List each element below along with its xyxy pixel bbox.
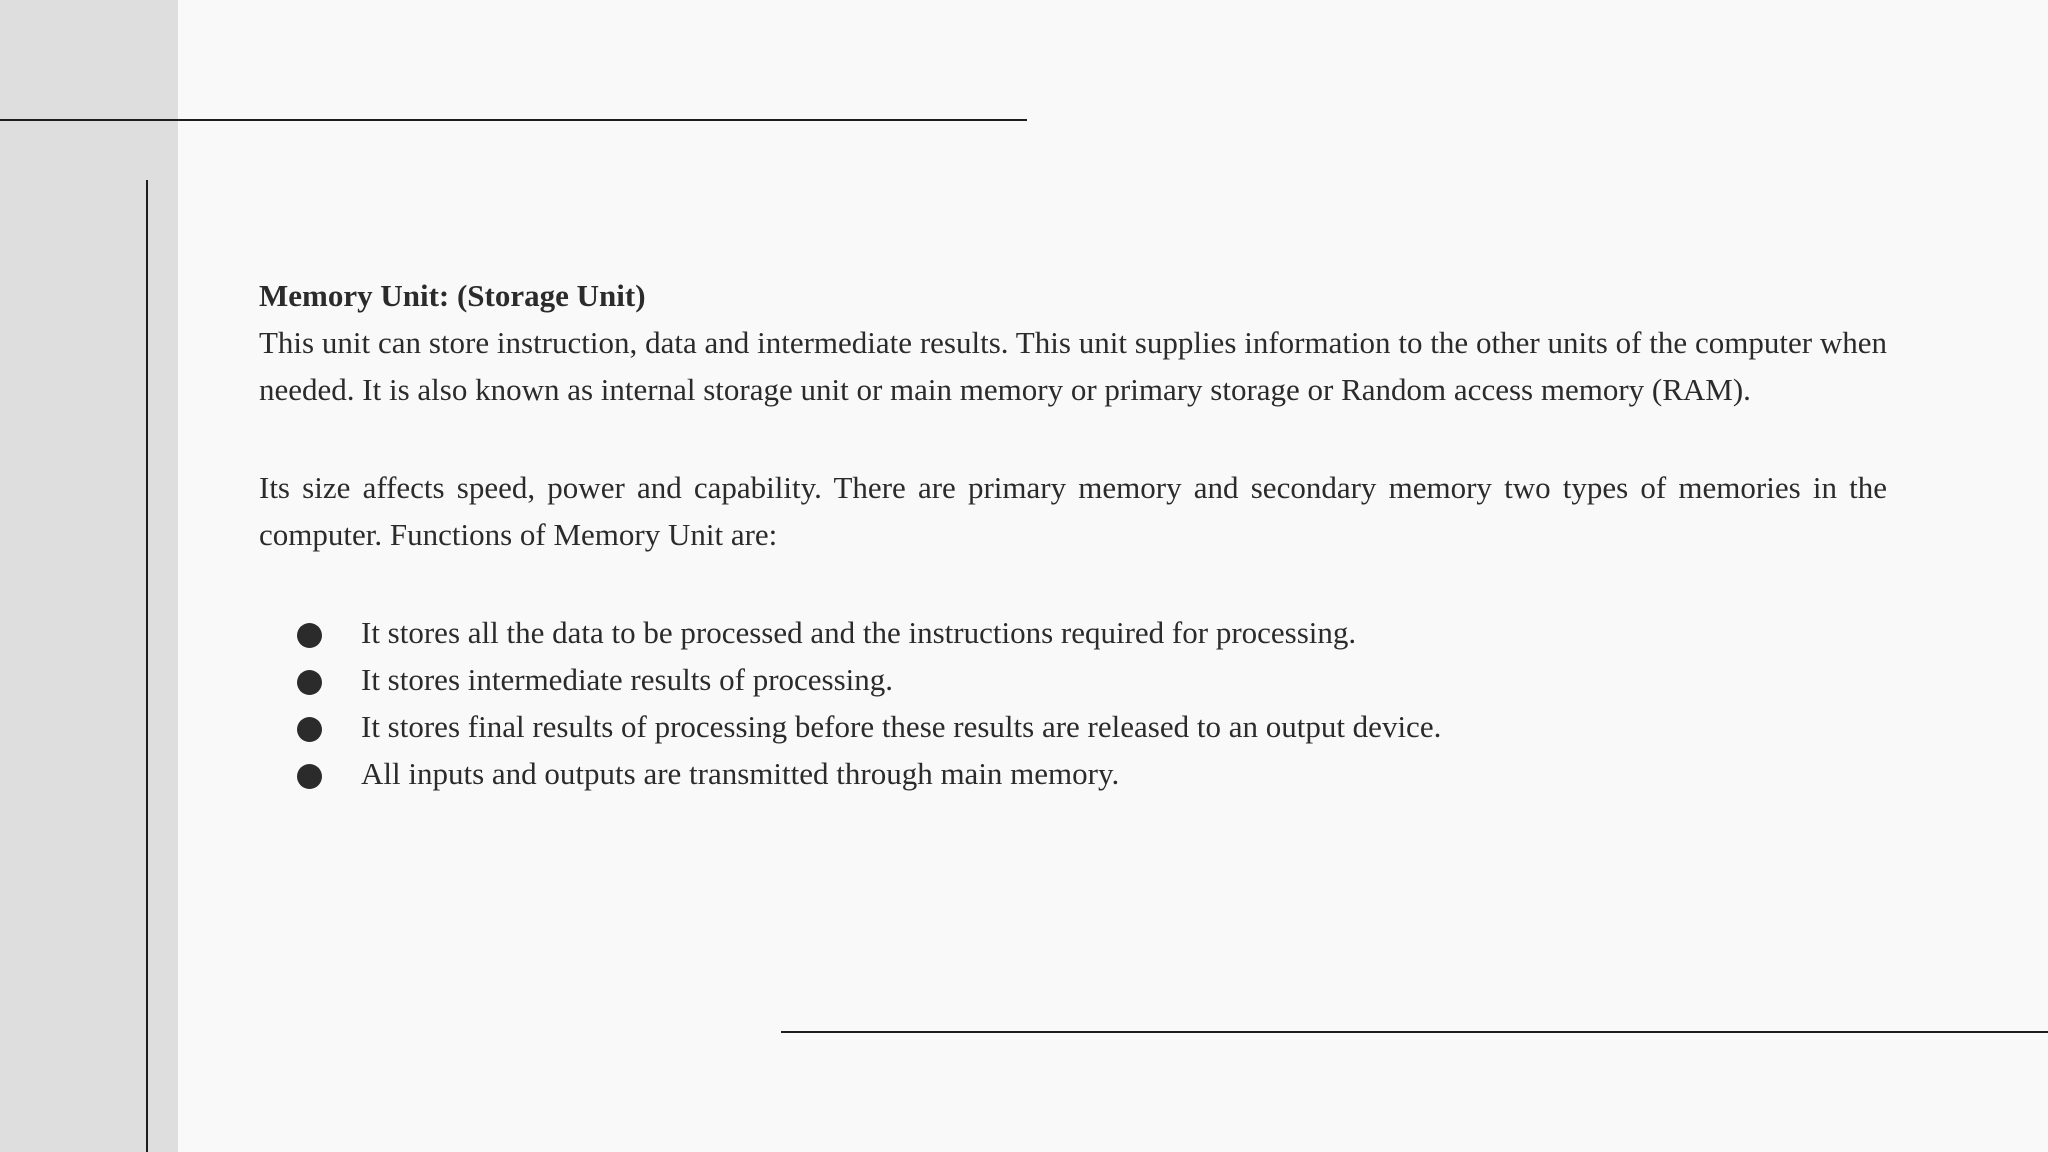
bullet-dot-icon: [297, 764, 322, 789]
functions-list: [259, 609, 1887, 797]
list-item-text: It stores intermediate results of processing.: [361, 662, 894, 697]
left-vertical-line: [146, 180, 148, 1152]
size-paragraph: Its size affects speed, power and capability. There are primary memory and secondary memory two types of memories in the computer. Functions of Memory Unit are:: [259, 470, 1887, 552]
left-side-band: [0, 0, 178, 1152]
bullet-dot-icon: [297, 717, 322, 742]
slide-heading: Memory Unit: (Storage Unit): [259, 278, 646, 313]
slide-content: [259, 272, 1887, 797]
bottom-divider-line: [781, 1031, 2048, 1033]
intro-paragraph: This unit can store instruction, data and intermediate results. This unit supplies information to the other units of the computer when needed. It is also known as internal storage unit or main memory or primary storage or Random access memory (RAM).: [259, 325, 1887, 407]
list-item-text: All inputs and outputs are transmitted through main memory.: [361, 756, 1120, 791]
list-item-text: It stores all the data to be processed and the instructions required for processing.: [361, 615, 1357, 650]
list-item: [259, 609, 1887, 656]
list-item-text: It stores final results of processing before these results are released to an output device.: [361, 709, 1442, 744]
top-divider-line: [0, 119, 1027, 121]
bullet-dot-icon: [297, 623, 322, 648]
bullet-dot-icon: [297, 670, 322, 695]
list-item: [259, 703, 1887, 750]
list-item: [259, 750, 1887, 797]
list-item: [259, 656, 1887, 703]
